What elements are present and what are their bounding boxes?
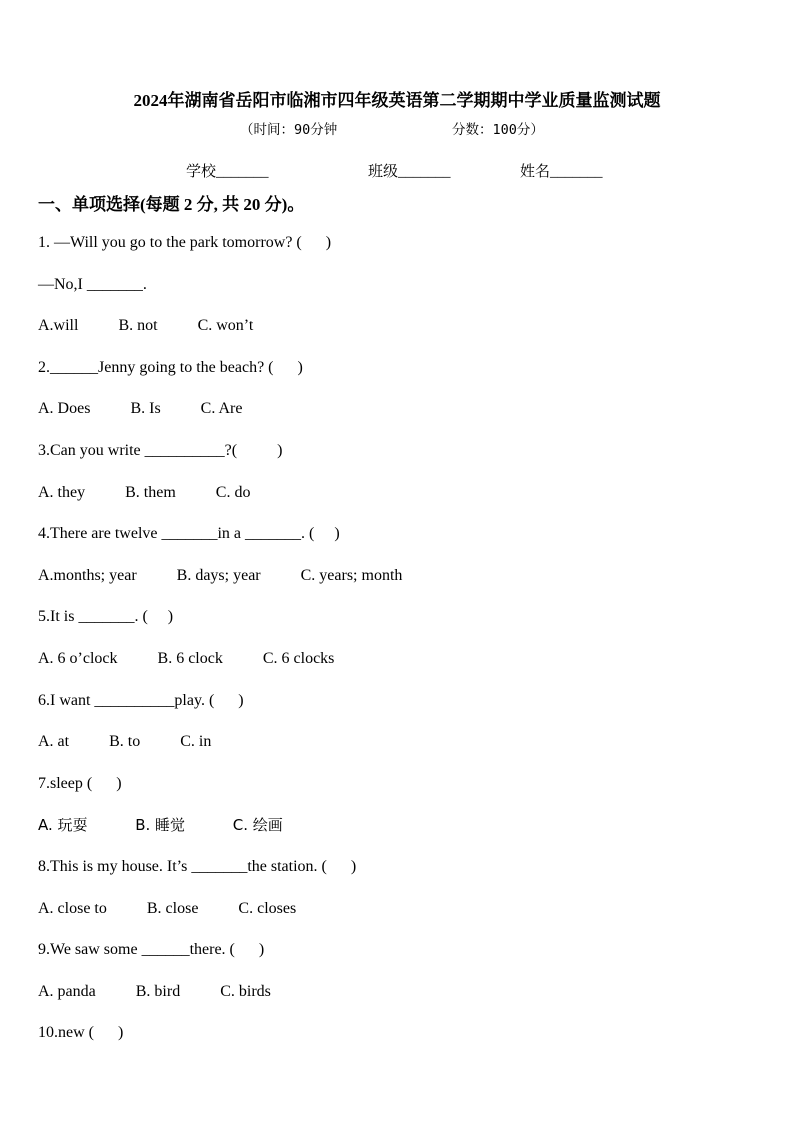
question-6: 6.I want __________play. ( ) — [38, 691, 244, 709]
question-1-options: A.will B. not C. won’t — [38, 317, 254, 335]
question-1-answer-line: —No,I _______. — [38, 275, 147, 293]
question-8: 8.This is my house. It’s _______the station. ( ) — [38, 857, 357, 875]
question-7-options: A. 玩耍 B. 睡觉 C. 绘画 — [38, 816, 283, 835]
section-heading: 一、单项选择(每题 2 分, 共 20 分)。 — [38, 195, 305, 214]
name-field: 姓名_______ — [520, 164, 603, 180]
question-8-options: A. close to B. close C. closes — [38, 899, 297, 917]
question-5: 5.It is _______. ( ) — [38, 608, 174, 626]
school-field: 学校_______ — [186, 164, 269, 180]
question-1: 1. —Will you go to the park tomorrow? ( ) — [38, 234, 332, 251]
class-field: 班级_______ — [368, 164, 451, 180]
question-7: 7.sleep ( ) — [38, 774, 122, 792]
exam-title: 2024年湖南省岳阳市临湘市四年级英语第二学期期中学业质量监测试题 — [133, 91, 661, 110]
question-3-options: A. they B. them C. do — [38, 483, 251, 501]
question-4: 4.There are twelve _______in a _______. ( ) — [38, 525, 340, 543]
exam-time: （时间：90分钟 — [240, 122, 338, 138]
question-4-options: A.months; year B. days; year C. years; month — [38, 566, 403, 584]
question-6-options: A. at B. to C. in — [38, 733, 212, 751]
question-2-options: A. Does B. Is C. Are — [38, 400, 243, 418]
question-2: 2.______Jenny going to the beach? ( ) — [38, 358, 303, 376]
exam-score: 分数：100分） — [452, 122, 544, 138]
question-list — [38, 231, 758, 1063]
question-9: 9.We saw some ______there. ( ) — [38, 941, 265, 959]
question-9-options: A. panda B. bird C. birds — [38, 982, 271, 1000]
question-5-options: A. 6 o’clock B. 6 clock C. 6 clocks — [38, 649, 335, 667]
question-10: 10.new ( ) — [38, 1024, 124, 1042]
question-3: 3.Can you write __________?( ) — [38, 441, 283, 459]
